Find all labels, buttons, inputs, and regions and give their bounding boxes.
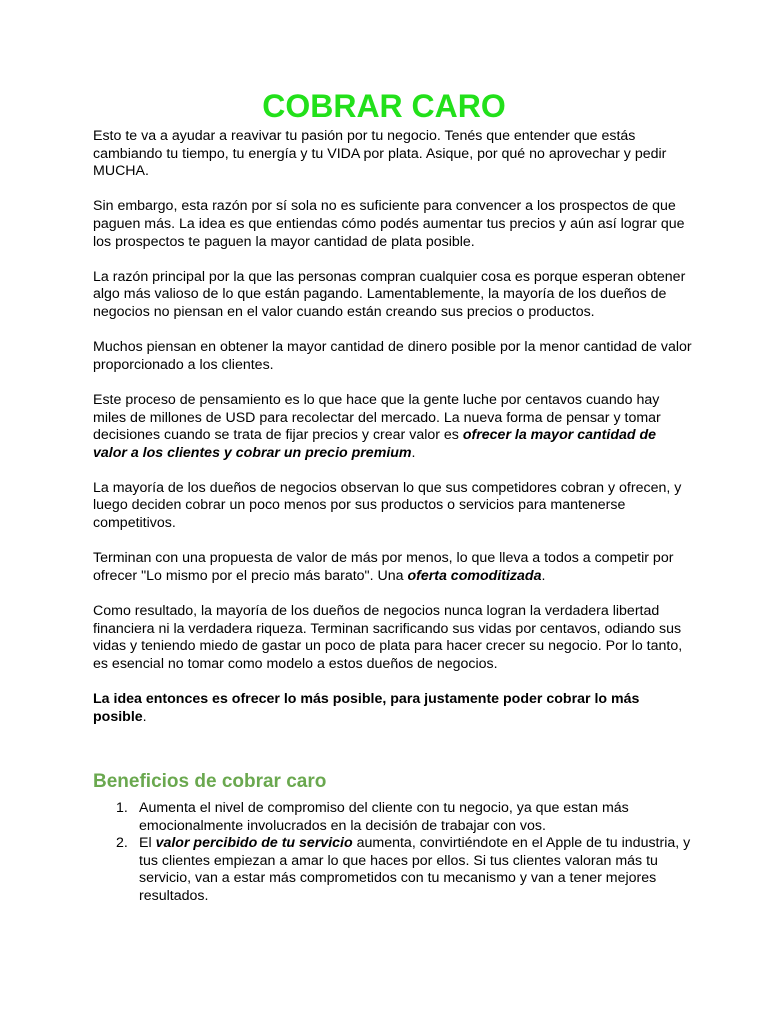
- benefits-list: [93, 800, 693, 906]
- paragraph-2: Sin embargo, esta razón por sí sola no es suficiente para convencer a los prospectos de que paguen más. La idea es que entiendas cómo podés aumentar tus precios y aún así lograr que los prospectos te paguen la mayor cantidad de plata posible.: [93, 198, 685, 250]
- paragraph-5: [93, 392, 693, 462]
- paragraph-7-end: .: [541, 567, 546, 584]
- list-item-number: 2.: [116, 835, 128, 852]
- paragraph-7-emphasis: oferta comoditizada: [407, 567, 542, 584]
- paragraph-9-bold: La idea entonces es ofrecer lo más posible, para justamente poder cobrar lo más posible: [93, 691, 640, 725]
- list-item-text-start: El: [139, 835, 156, 852]
- list-item: [93, 835, 693, 905]
- list-item-emphasis: valor percibido de tu servicio: [155, 835, 353, 852]
- paragraph-3: La razón principal por la que las personas compran cualquier cosa es porque esperan obtener algo más valioso de lo que están pagando. Lamentablemente, la mayoría de los dueños de negocios no piensan en el valor cuando están creando sus precios o productos.: [93, 268, 686, 320]
- list-item-text: Aumenta el nivel de compromiso del cliente con tu negocio, ya que estan más emocionalmente involucrados en la decisión de trabajar con vos.: [139, 800, 629, 834]
- list-item-number: 1.: [116, 800, 128, 816]
- paragraph-8: Como resultado, la mayoría de los dueños de negocios nunca logran la verdadera libertad financiera ni la verdadera riqueza. Terminan sacrificando sus vidas por centavos, odiando sus vidas y teniendo miedo de gastar un poco de plata para hacer crecer su negocio. Por lo tanto, es esencial no tomar como modelo a estos dueños de negocios.: [93, 603, 683, 672]
- paragraph-5-emphasis: ofrecer la mayor cantidad de valor a los clientes y cobrar un precio premium: [93, 427, 657, 461]
- paragraph-6: La mayoría de los dueños de negocios observan lo que sus competidores cobran y ofrecen, y luego deciden cobrar un poco menos por sus productos o servicios para mantenerse competitivos.: [93, 479, 682, 532]
- paragraph-4: Muchos piensan en obtener la mayor cantidad de dinero posible por la menor cantidad de valor proporcionado a los clientes.: [93, 339, 692, 373]
- document-body: [93, 128, 693, 744]
- paragraph-1: Esto te va a ayudar a reavivar tu pasión por tu negocio. Tenés que entender que estás cambiando tu tiempo, tu energía y tu VIDA por plata. Asique, por qué no aprovechar y pedir MUCHA.: [93, 128, 667, 180]
- list-item-text-end: aumenta, convirtiéndote en el Apple de tu industria, y tus clientes empiezan a amar lo que haces por ellos. Si tus clientes valoran más tu servicio, van a estar más comprometidos con tu mecanismo y van a tener mejores resultados.: [139, 835, 691, 904]
- paragraph-5-text: Este proceso de pensamiento es lo que hace que la gente luche por centavos cuando hay miles de millones de USD para recolectar del mercado. La nueva forma de pensar y tomar decisiones cuando se trata de fijar precios y crear valor es: [93, 391, 661, 444]
- list-item: [93, 800, 693, 835]
- paragraph-7-text: Terminan con una propuesta de valor de más por menos, lo que lleva a todos a competir por ofrecer "Lo mismo por el precio más barato". Una: [93, 550, 674, 584]
- page-title: COBRAR CARO: [262, 88, 506, 124]
- paragraph-9-end: .: [142, 708, 147, 725]
- section-heading: Beneficios de cobrar caro: [93, 771, 327, 792]
- paragraph-5-end: .: [411, 444, 416, 461]
- paragraph-7: [93, 550, 693, 585]
- paragraph-9: [93, 691, 693, 726]
